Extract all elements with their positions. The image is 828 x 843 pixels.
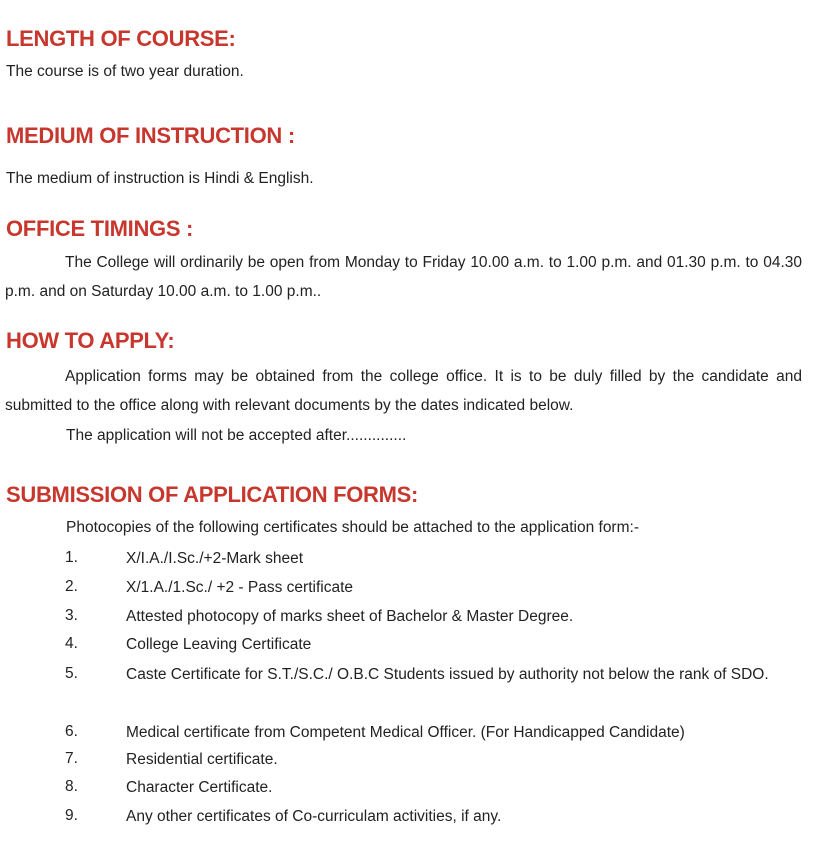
list-number: 8. — [65, 778, 78, 795]
medium-of-instruction-heading: MEDIUM OF INSTRUCTION : — [6, 123, 295, 148]
list-number: 3. — [65, 607, 78, 624]
submission-intro: Photocopies of the following certificates should be attached to the application form:- — [66, 519, 639, 536]
office-timings-text: The College will ordinarily be open from Monday to Friday 10.00 a.m. to 1.00 p.m. and 01.30 p.m. to 04.30 p.m. and on Saturday 10.00 a.m. to 1.00 p.m.. — [5, 254, 802, 300]
list-item-text: Any other certificates of Co-curriculam activities, if any. — [126, 808, 502, 825]
list-item-text: Residential certificate. — [126, 751, 278, 768]
list-number: 1. — [65, 549, 78, 566]
list-item-text: X/I.A./I.Sc./+2-Mark sheet — [126, 550, 304, 567]
length-of-course-text: The course is of two year duration. — [6, 63, 244, 80]
how-to-apply-text: Application forms may be obtained from the college office. It is to be duly filled by the candidate and submitted to the office along with relevant documents by the dates indicated below. — [5, 368, 802, 414]
list-number: 5. — [65, 665, 78, 682]
submission-heading: SUBMISSION OF APPLICATION FORMS: — [6, 482, 419, 507]
application-deadline-note: The application will not be accepted after.............. — [66, 427, 407, 444]
list-item-text: College Leaving Certificate — [126, 636, 312, 653]
list-item-text: Attested photocopy of marks sheet of Bachelor & Master Degree. — [126, 608, 574, 625]
list-number: 2. — [65, 578, 78, 595]
list-number: 6. — [65, 723, 78, 740]
list-item-text: Caste Certificate for S.T./S.C./ O.B.C Students issued by authority not below the rank of SDO. — [126, 666, 769, 683]
length-of-course-heading: LENGTH OF COURSE: — [6, 26, 236, 51]
list-item-text: Medical certificate from Competent Medical Officer. (For Handicapped Candidate) — [126, 724, 685, 741]
list-number: 7. — [65, 750, 78, 767]
how-to-apply-heading: HOW TO APPLY: — [6, 328, 175, 353]
list-item-text: X/1.A./1.Sc./ +2 - Pass certificate — [126, 579, 353, 596]
office-timings-heading: OFFICE TIMINGS : — [6, 216, 194, 241]
list-number: 4. — [65, 635, 78, 652]
medium-of-instruction-text: The medium of instruction is Hindi & English. — [6, 170, 314, 187]
list-number: 9. — [65, 807, 78, 824]
list-item-text: Character Certificate. — [126, 779, 273, 796]
